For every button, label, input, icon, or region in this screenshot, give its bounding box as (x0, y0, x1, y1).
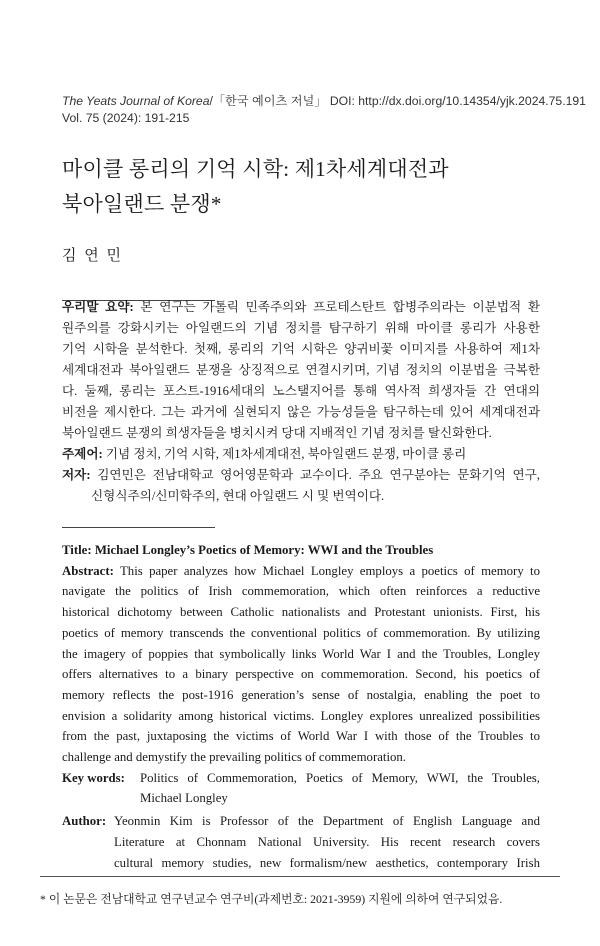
en-author-label: Author: (62, 814, 107, 829)
kr-abstract-line: 우리말 요약: 본 연구는 가톨릭 민족주의와 프로테스탄트 합병주의라는 이분법적 환 (62, 300, 540, 314)
journal-name-kr: /「한국 예이츠 저널」 (209, 94, 327, 108)
footnote: * 이 논문은 전남대학교 연구년교수 연구비(과제번호: 2021-3959) 지원에 의하여 연구되었음. (40, 892, 503, 906)
en-abstract-label: Abstract: (62, 563, 114, 578)
title-line-1: 마이클 롱리의 기억 시학: 제1차세계대전과 (62, 157, 449, 181)
en-author-line: cultural memory studies, new formalism/new aesthetics, contemporary Irish (114, 855, 540, 870)
paper-title (62, 152, 542, 222)
english-abstract (62, 540, 540, 873)
en-abstract-line: from the past, juxtaposing the victims of World War I with those of the Troubles to (62, 729, 540, 744)
volume-info: Vol. 75 (2024): 191-215 (62, 111, 190, 125)
footnote-rule (40, 876, 560, 877)
doi-link[interactable]: DOI: http://dx.doi.org/10.14354/yjk.2024.75.191 (326, 94, 586, 108)
korean-abstract (62, 297, 540, 507)
kr-abstract-line: 비전을 제시한다. 그는 과거에 실현되지 않은 가능성들을 탐구하는데 있어 세계대전과 (62, 405, 540, 419)
en-author-line: Yeonmin Kim is Professor of the Department of English Language and (114, 814, 540, 829)
kr-abstract-label: 우리말 요약: (62, 300, 134, 314)
kr-abstract-line: 세계대전과 북아일랜드 분쟁을 상징적으로 연결시키며, 기념 정치의 이분법을 극복한 (62, 363, 540, 377)
en-title: Title: Michael Longley’s Poetics of Memory: WWI and the Troubles (62, 543, 434, 557)
en-abstract-line: the imagery of poppies that symbolically links World War I and the Troubles, Longley (62, 646, 540, 661)
en-keywords-label: Key words: (62, 770, 125, 785)
kr-author-line: 저자: 김연민은 전남대학교 영어영문학과 교수이다. 주요 연구분야는 문화기억 연구, (62, 468, 540, 482)
en-keywords (62, 768, 540, 809)
journal-citation-line (62, 93, 586, 110)
journal-header (62, 93, 586, 127)
en-abstract-line: offers alternatives to a binary perspective on commemoration. Second, his poetics of (62, 667, 540, 682)
en-abstract-line: memory reflects the post-1916 generation’s sense of nostalgia, enabling the poet to (62, 687, 540, 702)
en-title-label: Title: (62, 543, 92, 557)
en-keywords-line: Michael Longley (140, 791, 228, 806)
journal-name-en: The Yeats Journal of Korea (62, 94, 210, 108)
en-abstract-line: Abstract: This paper analyzes how Michael Longley employs a poetics of memory to (62, 563, 540, 578)
en-keywords-line: Politics of Commemoration, Poetics of Memory, WWI, the Troubles, (140, 770, 540, 785)
en-abstract-line: poetics of memory transcends the conventional politics of commemoration. By utilizing (62, 625, 540, 640)
kr-abstract-line: 북아일랜드 분쟁의 희생자들을 병치시켜 당대 지배적인 기념 정치를 탈신화한다. (62, 426, 492, 440)
author-name: 김 연 민 (62, 248, 123, 264)
en-abstract-line: envision a solidarity among historical victims. Longley explores unrealized possibilities (62, 708, 540, 723)
en-abstract-line: challenge and demystify the prevailing politics of commemoration. (62, 750, 406, 765)
kr-keywords-label: 주제어: (62, 447, 103, 461)
kr-abstract-line: 원주의를 강화시키는 아일랜드의 기념 정치를 탐구하기 위해 마이클 롱리가 사용한 (62, 321, 540, 335)
kr-author-line: 신형식주의/신미학주의, 현대 아일랜드 시 및 번역이다. (91, 489, 385, 503)
en-author-line: Literature at Chonnam National University. His recent research covers (114, 834, 540, 849)
kr-author-label: 저자: (62, 468, 91, 482)
kr-abstract-line: 기억 시학을 분석한다. 첫째, 롱리의 기억 시학은 양귀비꽃 이미지를 사용하여 제1차 (62, 342, 540, 356)
title-line-2: 북아일랜드 분쟁* (62, 192, 222, 216)
kr-keywords: 주제어: 기념 정치, 기억 시학, 제1차세계대전, 북아일랜드 분쟁, 마이클 롱리 (62, 447, 467, 461)
en-author (62, 811, 540, 873)
kr-abstract-line: 다. 둘째, 롱리는 포스트-1916세대의 노스탤지어를 통해 역사적 희생자들 간 연대의 (62, 384, 540, 398)
en-abstract-line: historical dichotomy between Catholic nationalists and Protestant unionists. First, his (62, 605, 540, 620)
section-rule-bottom (62, 527, 215, 528)
en-abstract-line: navigate the politics of Irish commemoration, which often reinforces a reductive (62, 584, 540, 599)
